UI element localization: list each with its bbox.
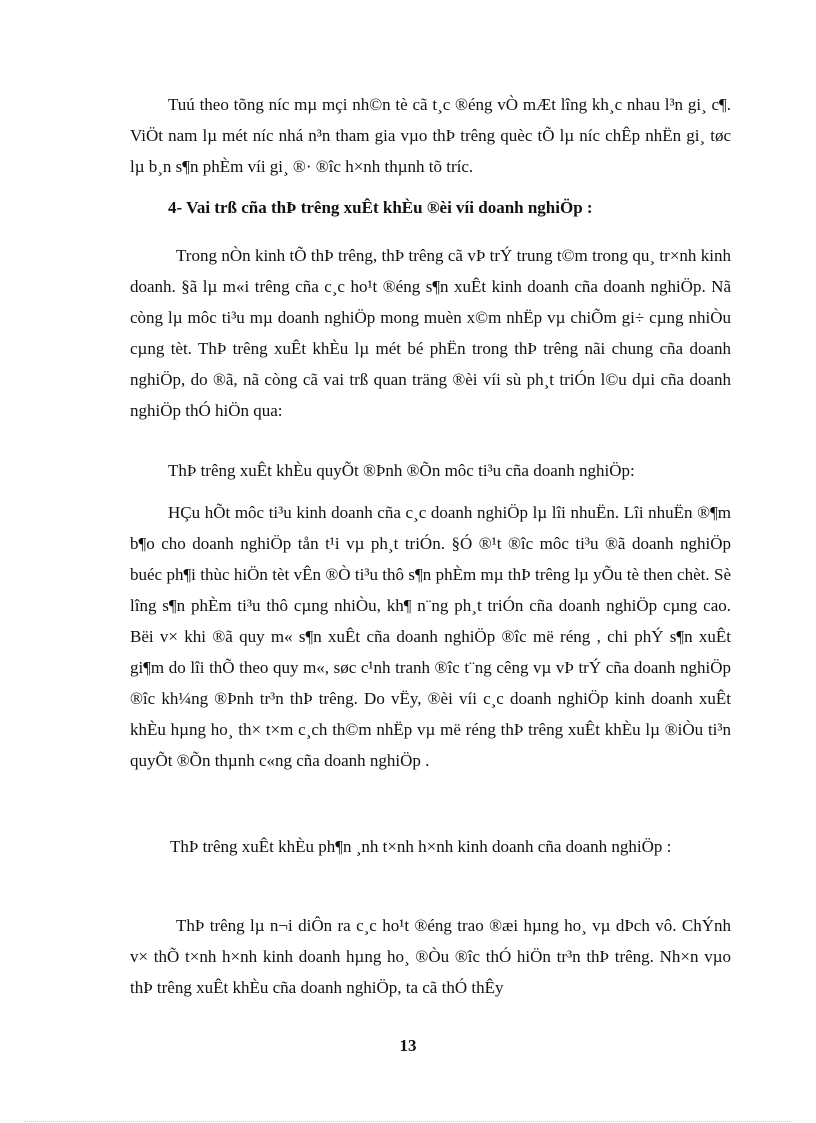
paragraph-export-goals: ThÞ trêng xuÊt khÈu quyÕt ®Þnh ®Õn môc ti³u cña doanh nghiÖp: [168, 461, 635, 480]
paragraph-price-factors: Tuú theo tõng níc mµ mçi nh©n tè cã t¸c ®éng vÒ mÆt lîng kh¸c nhau l³n gi¸ c¶. ViÖt nam lµ mét níc nhá n³n tham gia vµo thÞ trêng quèc tÕ lµ níc chÊp nhËn gi¸ tøc lµ b¸n s¶n phÈm víi gi¸ ®· ®îc h×nh thµnh tõ tríc. [130, 95, 731, 176]
paragraph-profit: HÇu hÕt môc ti³u kinh doanh cña c¸c doanh nghiÖp lµ lîi nhuËn. Lîi nhuËn ®¶m b¶o cho doanh nghiÖp tån t¹i vµ ph¸t triÓn. §Ó ®¹t ®îc môc ti³u ®ã doanh nghiÖp buéc ph¶i thùc hiÖn tèt vÊn ®Ò ti³u thô s¶n phÈm mµ thÞ trêng lµ yÕu tè then chèt. Sè lîng s¶n phÈm ti³u thô cµng nhiÒu, kh¶ n¨ng ph¸t triÓn cña doanh nghiÖp cµng cao. Bëi v× khi ®ã quy m« s¶n xuÊt cña doanh nghiÖp ®îc më réng , chi phÝ s¶n xuÊt gi¶m do lîi thÕ theo quy m«, søc c¹nh tranh ®îc t¨ng cêng vµ vÞ trÝ cña doanh nghiÖp ®îc kh¼ng ®Þnh tr³n thÞ trêng. Do vËy, ®èi víi c¸c doanh nghiÖp kinh doanh xuÊt khÈu hµng ho¸ th× t×m c¸ch th©m nhËp vµ më réng thÞ trêng xuÊt khÈu lµ ®iÒu ti³n quyÕt ®Õn thµnh c«ng cña doanh nghiÖp . [130, 503, 731, 770]
paragraph-market-role: Trong nÒn kinh tÕ thÞ trêng, thÞ trêng cã vÞ trÝ trung t©m trong qu¸ tr×nh kinh doanh. §ã lµ m«i trêng cña c¸c ho¹t ®éng s¶n xuÊt kinh doanh cña doanh nghiÖp. Nã còng lµ môc ti³u mµ doanh nghiÖp mong muèn x©m nhËp vµ chiÕm gi÷ cµng nhiÒu cµng tèt. ThÞ trêng xuÊt khÈu lµ mét bé phËn trong thÞ trêng nãi chung cña doanh nghiÖp, do ®ã, nã còng cã vai trß quan träng ®èi víi sù ph¸t triÓn l©u dµi cña doanh nghiÖp thÓ hiÖn qua: [130, 246, 731, 420]
paragraph-export-reflects: ThÞ trêng xuÊt khÈu ph¶n ¸nh t×nh h×nh kinh doanh cña doanh nghiÖp : [170, 837, 672, 856]
page-number: 13 [399, 1036, 417, 1055]
page-bottom-divider [24, 1121, 792, 1122]
section-heading: 4- Vai trß cña thÞ trêng xuÊt khÈu ®èi víi doanh nghiÖp : [168, 198, 593, 217]
paragraph-market-exchange: ThÞ trêng lµ n¬i diÔn ra c¸c ho¹t ®éng trao ®æi hµng ho¸ vµ dÞch vô. ChÝnh v× thÕ t×nh h×nh kinh doanh hµng ho¸ ®Òu ®îc thÓ hiÖn tr³n thÞ trêng. Nh×n vµo thÞ trêng xuÊt khÈu cña doanh nghiÖp, ta cã thÓ thÊy [130, 916, 731, 997]
